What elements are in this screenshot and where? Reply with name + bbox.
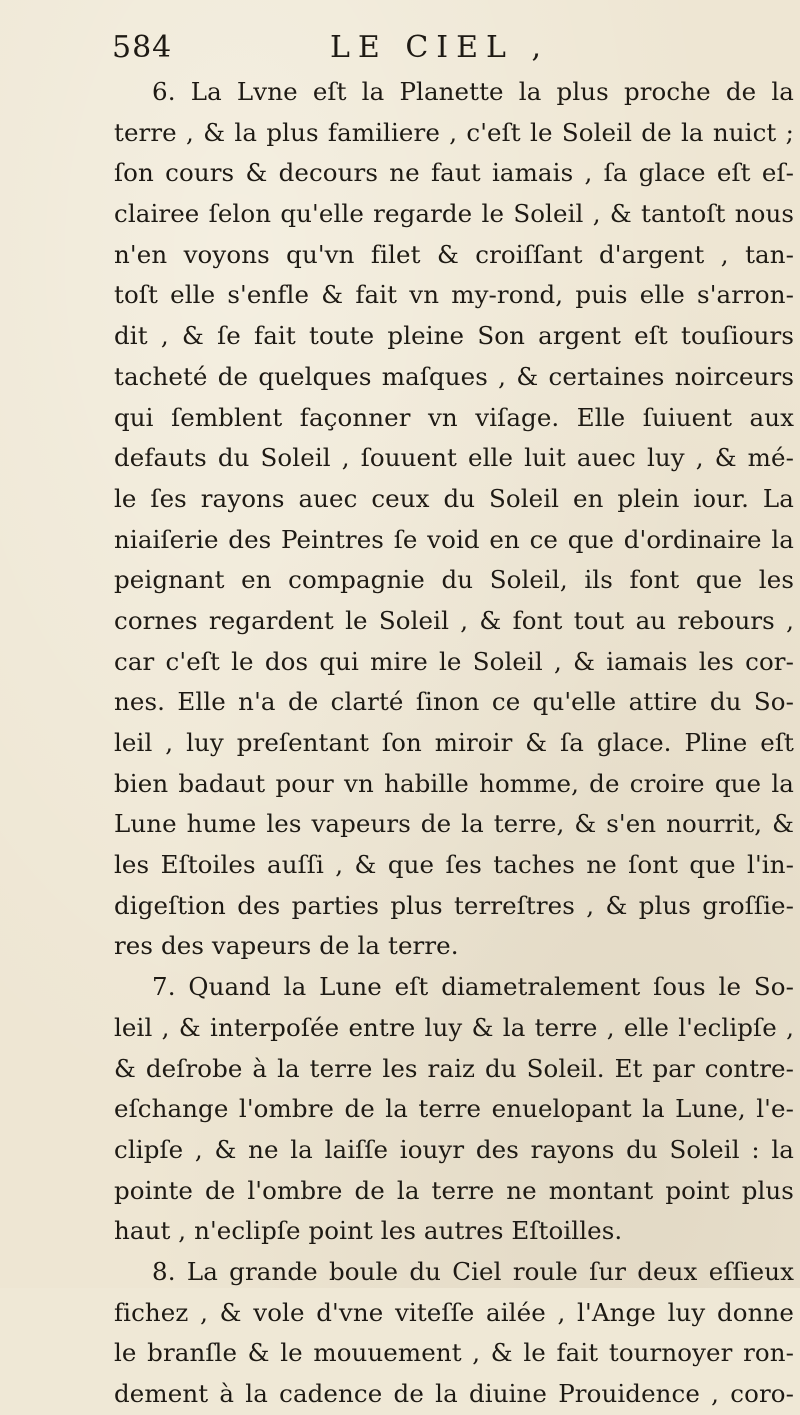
text-line: car c'eſt le dos qui mire le Soleil , & iamais les cor- (114, 646, 794, 676)
body-text (114, 72, 794, 1415)
text-line: nes. Elle n'a de clarté ſinon ce qu'elle attire du So- (114, 687, 794, 717)
page-header (112, 30, 792, 70)
text-line: defauts du Soleil , ſouuent elle luit auec luy , & mé- (114, 443, 794, 473)
text-line: dement à la cadence de la diuine Prouidence , coro- (114, 1379, 794, 1408)
text-line: terre , & la plus familiere , c'eſt le Soleil de la nuict ; (114, 117, 794, 147)
text-line: cornes regardent le Soleil , & font tout au rebours , (114, 605, 794, 635)
text-line: dit , & ſe fait toute pleine Son argent eſt touſiours (114, 321, 794, 351)
text-line: clairee ſelon qu'elle regarde le Soleil , & tantoſt nous (114, 199, 794, 229)
text-line: haut , n'eclipſe point les autres Eſtoilles. (114, 1216, 623, 1246)
text-line: & deſrobe à la terre les raiz du Soleil. Et par contre- (114, 1053, 794, 1083)
page-number: 584 (112, 30, 173, 65)
text-line: leil , luy preſentant ſon miroir & ſa glace. Pline eſt (114, 728, 794, 757)
text-line: fichez , & vole d'vne viteſſe ailée , l'Ange luy donne (114, 1297, 794, 1327)
text-line: bien badaut pour vn habille homme, de croire que la (114, 768, 794, 798)
text-line: res des vapeurs de la terre. (114, 931, 459, 961)
text-line: ſon cours & decours ne faut iamais , ſa glace eſt eſ- (114, 158, 794, 188)
text-line: tacheté de quelques maſques , & certaines noirceurs (114, 361, 794, 391)
text-line: pointe de l'ombre de la terre ne montant point plus (114, 1175, 794, 1205)
text-line: les Eſtoiles auſſi , & que ſes taches ne ſont que l'in- (114, 850, 794, 880)
text-line: niaiſerie des Peintres ſe void en ce que d'ordinaire la (114, 524, 794, 554)
text-line: clipſe , & ne la laiſſe iouyr des rayons du Soleil : la (114, 1134, 794, 1164)
text-line: 6. La Lvne eſt la Planette la plus proche de la (152, 77, 794, 106)
text-line: 8. La grande boule du Ciel roule ſur deux eſſieux (152, 1256, 794, 1286)
text-line: le ſes rayons auec ceux du Soleil en plein iour. La (114, 483, 794, 513)
text-line: Lune hume les vapeurs de la terre, & s'en nourrit, & (114, 809, 794, 839)
text-line: qui ſemblent façonner vn viſage. Elle ſuiuent aux (114, 402, 794, 432)
text-line: le branſle & le mouuement , & le fait tournoyer ron- (114, 1338, 794, 1368)
text-line: 7. Quand la Lune eſt diametralement ſous le So- (152, 972, 794, 1002)
text-line: eſchange l'ombre de la terre enuelopant la Lune, l'e- (114, 1094, 794, 1124)
text-line: digeſtion des parties plus terreſtres , & plus groſſie- (114, 890, 794, 920)
text-line: leil , & interpoſée entre luy & la terre , elle l'eclipſe , (114, 1012, 794, 1042)
running-head: LE CIEL , (330, 30, 550, 65)
text-line: toſt elle s'enfle & fait vn my-rond, puis elle s'arron- (114, 280, 794, 310)
text-line: peignant en compagnie du Soleil, ils font que les (114, 565, 794, 595)
text-line: n'en voyons qu'vn filet & croiſſant d'argent , tan- (114, 239, 794, 269)
